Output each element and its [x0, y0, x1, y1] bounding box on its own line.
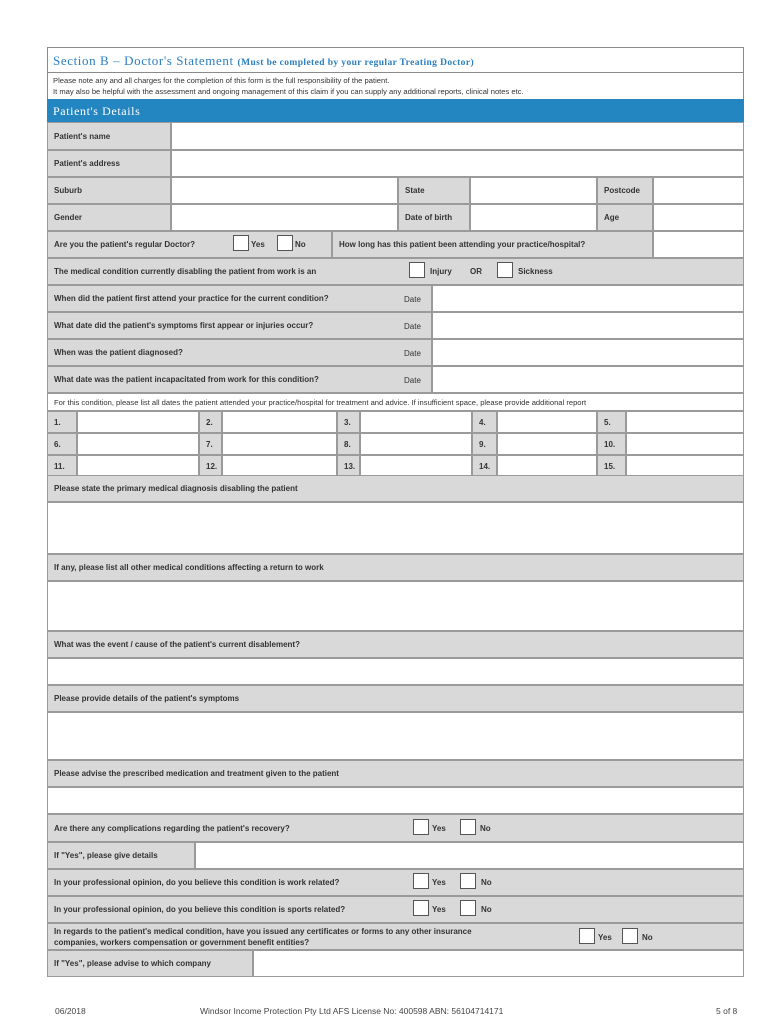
visit-number-label: 15. — [597, 455, 626, 477]
patient-name-field[interactable] — [171, 122, 744, 150]
dob-field[interactable] — [470, 204, 597, 231]
visit-number-label: 13. — [337, 455, 360, 477]
visit-number-label: 5. — [597, 411, 626, 433]
section-title: Section B – Doctor's Statement — [53, 53, 234, 68]
visit-date-field[interactable] — [360, 433, 472, 455]
diagnosed-date-label: Date — [404, 349, 421, 358]
symptoms-details-label: Please provide details of the patient's symptoms — [47, 685, 744, 712]
regular-doctor-yes-checkbox[interactable] — [233, 235, 249, 251]
other-conditions-label: If any, please list all other medical conditions affecting a return to work — [47, 554, 744, 581]
footer-date: 06/2018 — [55, 1006, 86, 1016]
sports-related-no-checkbox[interactable] — [460, 900, 476, 916]
dob-label: Date of birth — [398, 204, 470, 231]
incapacitated-date-field[interactable] — [432, 366, 744, 393]
first-attend-date-label: Date — [404, 295, 421, 304]
work-related-label: In your professional opinion, do you believe this condition is work related? — [47, 869, 744, 896]
sports-related-no-label: No — [481, 905, 492, 914]
work-related-yes-label: Yes — [432, 878, 446, 887]
visit-date-field[interactable] — [497, 411, 597, 433]
diagnosed-label: When was the patient diagnosed? — [47, 339, 432, 366]
visit-date-field[interactable] — [626, 455, 744, 477]
visit-date-field[interactable] — [222, 455, 337, 477]
sickness-checkbox[interactable] — [497, 262, 513, 278]
visit-date-field[interactable] — [77, 455, 199, 477]
symptoms-first-date-field[interactable] — [432, 312, 744, 339]
certificates-no-checkbox[interactable] — [622, 928, 638, 944]
visit-number-label: 4. — [472, 411, 497, 433]
gender-label: Gender — [47, 204, 171, 231]
injury-checkbox[interactable] — [409, 262, 425, 278]
patient-address-label: Patient's address — [47, 150, 171, 177]
primary-diagnosis-field[interactable] — [47, 502, 744, 554]
visit-date-field[interactable] — [360, 411, 472, 433]
visit-number-label: 14. — [472, 455, 497, 477]
event-cause-label: What was the event / cause of the patient's current disablement? — [47, 631, 744, 658]
complications-no-checkbox[interactable] — [460, 819, 476, 835]
suburb-label: Suburb — [47, 177, 171, 204]
how-long-field[interactable] — [653, 231, 744, 258]
certificates-label-line-2: companies, workers compensation or government benefit entities? — [54, 937, 310, 947]
if-yes-company-field[interactable] — [253, 950, 744, 977]
work-related-no-checkbox[interactable] — [460, 873, 476, 889]
first-attend-date-field[interactable] — [432, 285, 744, 312]
state-field[interactable] — [470, 177, 597, 204]
complications-yes-label: Yes — [432, 824, 446, 833]
state-label: State — [398, 177, 470, 204]
age-label: Age — [597, 204, 653, 231]
visit-date-field[interactable] — [77, 411, 199, 433]
injury-label: Injury — [430, 267, 452, 276]
certificates-yes-label: Yes — [598, 933, 612, 942]
regular-doctor-yes-label: Yes — [251, 240, 265, 249]
certificates-no-label: No — [642, 933, 653, 942]
regular-doctor-no-checkbox[interactable] — [277, 235, 293, 251]
note-line-1: Please note any and all charges for the completion of this form is the full responsibility of the patient. — [53, 76, 390, 85]
visit-date-field[interactable] — [360, 455, 472, 477]
regular-doctor-no-label: No — [295, 240, 306, 249]
visit-date-field[interactable] — [626, 433, 744, 455]
visit-number-label: 9. — [472, 433, 497, 455]
section-header — [47, 47, 744, 73]
event-cause-field[interactable] — [47, 658, 744, 685]
instructions-note — [47, 73, 744, 99]
symptoms-first-date-label: Date — [404, 322, 421, 331]
incapacitated-date-label: Date — [404, 376, 421, 385]
sickness-label: Sickness — [518, 267, 553, 276]
if-yes-company-label: If "Yes", please advise to which company — [47, 950, 253, 977]
patient-address-field[interactable] — [171, 150, 744, 177]
sports-related-yes-label: Yes — [432, 905, 446, 914]
visit-number-label: 7. — [199, 433, 222, 455]
patient-details-bar: Patient's Details — [47, 99, 744, 122]
visit-number-label: 1. — [47, 411, 77, 433]
postcode-field[interactable] — [653, 177, 744, 204]
postcode-label: Postcode — [597, 177, 653, 204]
dates-instruction: For this condition, please list all dates the patient attended your practice/hospital for treatment and advice. If insufficient space, please provide additional report — [47, 393, 744, 411]
work-related-no-label: No — [481, 878, 492, 887]
if-yes-details-label: If "Yes", please give details — [47, 842, 195, 869]
medication-field[interactable] — [47, 787, 744, 814]
work-related-yes-checkbox[interactable] — [413, 873, 429, 889]
visit-number-label: 3. — [337, 411, 360, 433]
first-attend-label: When did the patient first attend your practice for the current condition? — [47, 285, 432, 312]
certificates-label-line-1: In regards to the patient's medical condition, have you issued any certificates or forms to any other insurance — [54, 926, 472, 936]
visit-date-field[interactable] — [497, 433, 597, 455]
visit-number-label: 12. — [199, 455, 222, 477]
sports-related-yes-checkbox[interactable] — [413, 900, 429, 916]
visit-number-label: 11. — [47, 455, 77, 477]
medication-label: Please advise the prescribed medication and treatment given to the patient — [47, 760, 744, 787]
visit-date-field[interactable] — [497, 455, 597, 477]
section-title-note: (Must be completed by your regular Treating Doctor) — [237, 58, 475, 68]
note-line-2: It may also be helpful with the assessment and ongoing management of this claim if you can supply any additional reports, clinical notes etc. — [53, 87, 524, 96]
visit-number-label: 6. — [47, 433, 77, 455]
condition-label: The medical condition currently disabling the patient from work is an — [47, 258, 744, 285]
footer-company: Windsor Income Protection Pty Ltd AFS License No: 400598 ABN: 56104714171 — [200, 1006, 504, 1016]
complications-yes-checkbox[interactable] — [413, 819, 429, 835]
or-label: OR — [470, 267, 482, 276]
visit-number-label: 10. — [597, 433, 626, 455]
if-yes-details-field[interactable] — [195, 842, 744, 869]
visit-number-label: 8. — [337, 433, 360, 455]
certificates-label — [47, 923, 744, 950]
certificates-yes-checkbox[interactable] — [579, 928, 595, 944]
visit-date-field[interactable] — [222, 433, 337, 455]
age-field[interactable] — [653, 204, 744, 231]
visit-date-field[interactable] — [77, 433, 199, 455]
sports-related-label: In your professional opinion, do you believe this condition is sports related? — [47, 896, 744, 923]
other-conditions-field[interactable] — [47, 581, 744, 631]
suburb-field[interactable] — [171, 177, 398, 204]
gender-field[interactable] — [171, 204, 398, 231]
regular-doctor-label: Are you the patient's regular Doctor? — [47, 231, 332, 258]
complications-no-label: No — [480, 824, 491, 833]
visit-number-label: 2. — [199, 411, 222, 433]
footer-page: 5 of 8 — [716, 1006, 738, 1016]
complications-label: Are there any complications regarding the patient's recovery? — [47, 814, 744, 842]
symptoms-first-label: What date did the patient's symptoms first appear or injuries occur? — [47, 312, 432, 339]
visit-date-field[interactable] — [626, 411, 744, 433]
diagnosed-date-field[interactable] — [432, 339, 744, 366]
visit-date-field[interactable] — [222, 411, 337, 433]
how-long-label: How long has this patient been attending your practice/hospital? — [332, 231, 653, 258]
primary-diagnosis-label: Please state the primary medical diagnosis disabling the patient — [47, 475, 744, 502]
patient-name-label: Patient's name — [47, 122, 171, 150]
symptoms-details-field[interactable] — [47, 712, 744, 760]
incapacitated-label: What date was the patient incapacitated from work for this condition? — [47, 366, 432, 393]
